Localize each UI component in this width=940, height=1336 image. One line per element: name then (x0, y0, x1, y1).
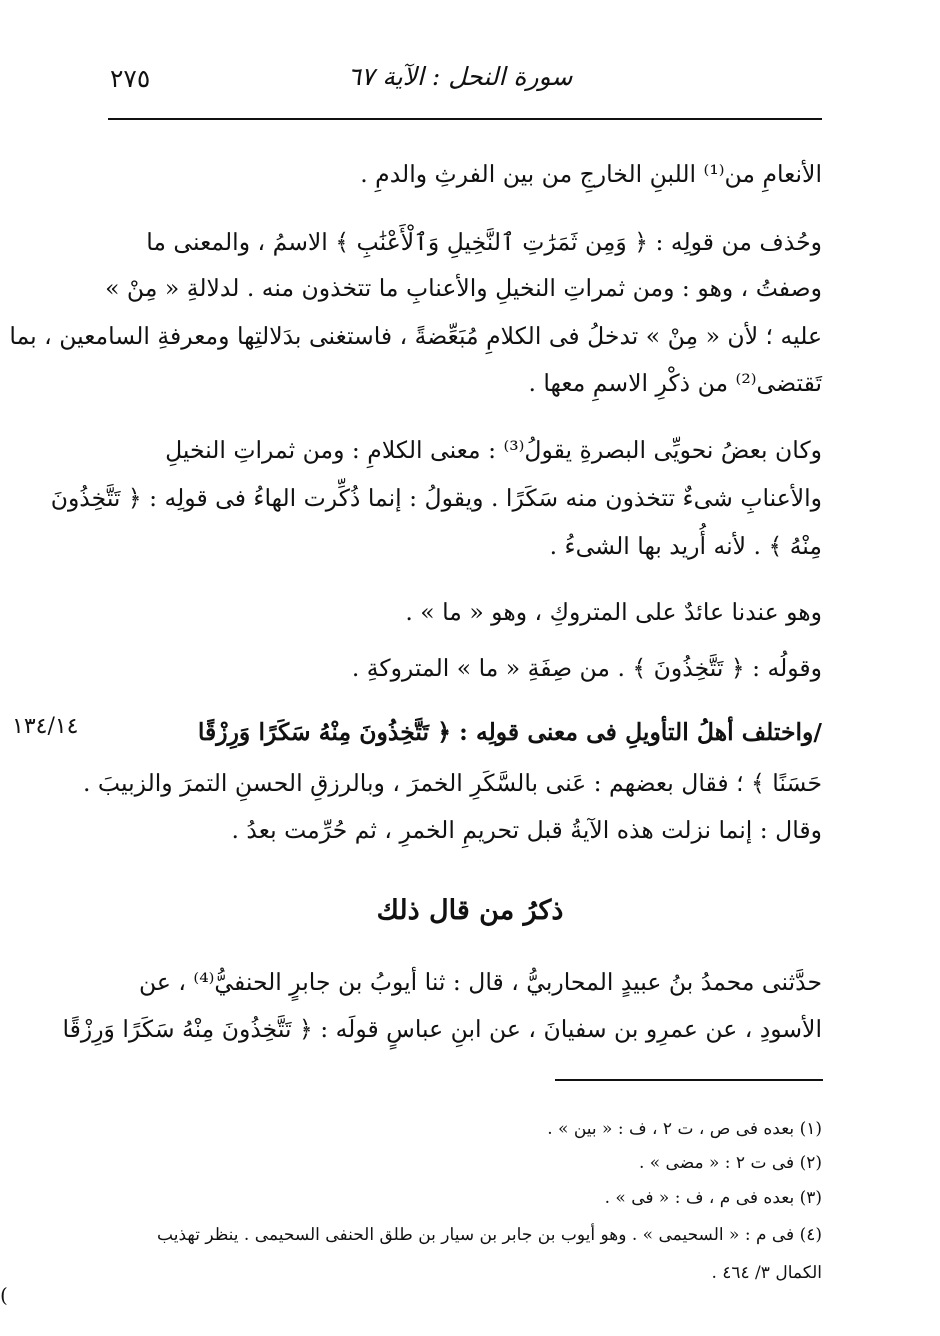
footnote: الكمال ٣/ ٤٦٤ . (711, 1263, 822, 1283)
body-line: تَقتضى⁽²⁾ من ذكْرِ الاسمِ معها . (528, 369, 822, 397)
body-line: الأنعامِ من⁽¹⁾ اللبنِ الخارجِ من بين الفرثِ والدمِ . (360, 160, 822, 188)
footnote: (٣) بعده فى م ، ف : « فى » . (604, 1188, 822, 1208)
footnote: (٢) فى ت ٢ : « مضى » . (638, 1153, 822, 1173)
footnote: (١) بعده فى ص ، ت ٢ ، ف : « بين » . (547, 1119, 822, 1139)
page-number: ٢٧٥ (110, 64, 151, 93)
header-divider (108, 118, 822, 120)
body-line: حدَّثنى محمدُ بنُ عبيدٍ المحاربيُّ ، قال : ثنا أيوبُ بن جابرٍ الحنفيُّ⁽⁴⁾ ، عن (138, 968, 822, 996)
body-line: الأسودِ ، عن عمرِو بن سفيانَ ، عن ابنِ عباسٍ قولَه : ﴿ تَتَّخِذُونَ مِنْهُ سَكَرًا وَرِزْقًا (62, 1015, 822, 1043)
body-line: والأعنابِ شىءٌ تتخذون منه سَكَرًا . ويقولُ : إنما ذُكِّرت الهاءُ فى قولِه : ﴿ تَتَّخِذُونَ (50, 484, 822, 512)
body-line: وقولُه : ﴿ تَتَّخِذُونَ ﴾ . من صِفَةِ « ما » المتروكةِ . (351, 654, 822, 682)
footnote: (٤) فى م : « السحيمى » . وهو أيوب بن جابر بن سيار بن طلق الحنفى السحيمى . ينظر تهذيب (157, 1225, 822, 1245)
body-line: وكان بعضُ نحويِّى البصرةِ يقولُ⁽³⁾ : معنى الكلامِ : ومن ثمراتِ النخيلِ (165, 436, 822, 464)
margin-reference: ١٣٤/١٤ (12, 714, 79, 739)
scan-edge-mark: ( (0, 1283, 8, 1307)
body-line: حَسَنًا ﴾ ؛ فقال بعضهم : عَنى بالسَّكَرِ الخمرَ ، وبالرزقِ الحسنِ التمرَ والزبيبَ . (82, 769, 822, 797)
running-header-title: سورة النحل : الآية ٦٧ (347, 62, 573, 91)
body-line: عليه ؛ لأن « مِنْ » تدخلُ فى الكلامِ مُبَعِّضةً ، فاستغنى بدَلالتِها ومعرفةِ السامعين ، بما (9, 322, 822, 350)
body-line: وحُذف من قولِه : ﴿ وَمِن ثَمَرَٰتِ ٱلنَّخِيلِ وَٱلْأَعْنَٰبِ ﴾ الاسمُ ، والمعنى ما (146, 228, 822, 256)
footnote-divider (555, 1079, 823, 1081)
body-line: وهو عندنا عائدٌ على المتروكِ ، وهو « ما » . (405, 598, 822, 626)
section-heading: ذكرُ من قال ذلك (376, 895, 564, 926)
body-line: وصفتُ ، وهو : ومن ثمراتِ النخيلِ والأعنابِ ما تتخذون منه . لدلالةِ « مِنْ » (105, 274, 822, 302)
body-line: مِنْهُ ﴾ . لأنه أُريد بها الشىءُ . (549, 532, 822, 560)
body-line: /واختلف أهلُ التأويلِ فى معنى قولِه : ﴿ تَتَّخِذُونَ مِنْهُ سَكَرًا وَرِزْقًا (197, 718, 822, 746)
body-line: وقال : إنما نزلت هذه الآيةُ قبل تحريمِ الخمرِ ، ثم حُرِّمت بعدُ . (231, 816, 822, 844)
